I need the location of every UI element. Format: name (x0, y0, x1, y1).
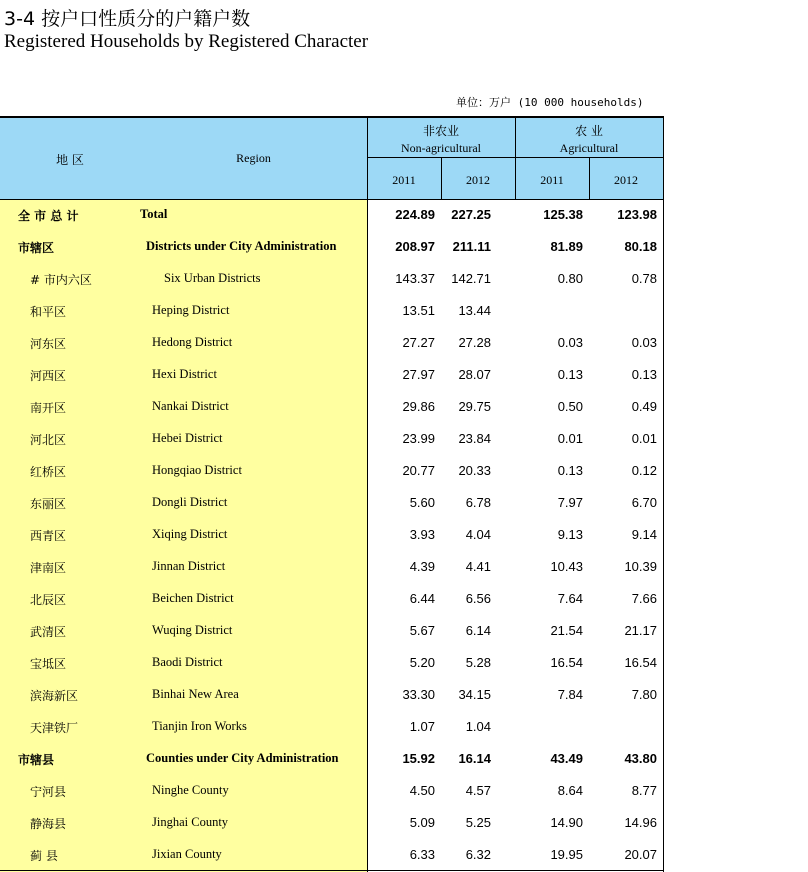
table-row (0, 200, 664, 232)
table-row (0, 808, 664, 840)
table-row (0, 520, 664, 552)
region-name-en: Xiqing District (152, 527, 228, 541)
nonag-2012-value: 16.14 (458, 751, 491, 766)
ag-2012-value: 7.66 (631, 591, 657, 606)
region-name-zh: 河北区 (30, 433, 67, 447)
region-name-zh: 宝坻区 (30, 657, 67, 671)
table-row (0, 616, 664, 648)
ag-2012-value: 21.17 (624, 623, 657, 638)
ag-2012-value: 16.54 (624, 655, 657, 670)
nonag-2011-value: 33.30 (402, 687, 435, 702)
ag-2011-value: 81.89 (550, 239, 583, 254)
nonag-2011-value: 3.93 (409, 527, 435, 542)
ag-2012-value: 14.96 (624, 815, 657, 830)
nonag-2011-value: 23.99 (402, 431, 435, 446)
region-name-en: Counties under City Administration (146, 751, 339, 765)
nonag-2012-value: 6.14 (465, 623, 491, 638)
nonag-2012-value: 227.25 (451, 207, 491, 222)
table-row (0, 488, 664, 520)
nonag-2012-value: 23.84 (458, 431, 491, 446)
header-ag (515, 122, 663, 156)
ag-2012-value: 0.49 (631, 399, 657, 414)
ag-2011-value: 8.64 (557, 783, 583, 798)
nonag-2012-value: 5.28 (465, 655, 491, 670)
ag-2011-value: 43.49 (550, 751, 583, 766)
header-ag-en: Agricultural (559, 141, 619, 155)
ag-2011-value: 10.43 (550, 559, 583, 574)
ag-2012-value: 0.01 (631, 431, 657, 446)
nonag-2012-value: 4.57 (465, 783, 491, 798)
region-name-en: Jinghai County (152, 815, 229, 829)
nonag-2012-value: 142.71 (451, 271, 491, 286)
nonag-2011-value: 5.67 (409, 623, 435, 638)
region-name-en: Binhai New Area (152, 687, 239, 701)
region-name-zh: 东丽区 (30, 497, 67, 511)
nonag-2012-value: 4.41 (465, 559, 491, 574)
ag-2011-value: 7.84 (557, 687, 583, 702)
ag-2011-value: 16.54 (550, 655, 583, 670)
ag-2011-value: 7.64 (557, 591, 583, 606)
nonag-2011-value: 4.50 (409, 783, 435, 798)
ag-2012-value: 43.80 (624, 751, 657, 766)
table-row (0, 328, 664, 360)
region-name-zh: 北辰区 (30, 593, 67, 607)
region-name-en: Nankai District (152, 399, 229, 413)
nonag-2012-value: 13.44 (458, 303, 491, 318)
header-year-ag-2011: 2011 (540, 173, 564, 187)
ag-2011-value: 125.38 (543, 207, 583, 222)
ag-2012-value: 0.78 (631, 271, 657, 286)
nonag-2012-value: 20.33 (458, 463, 491, 478)
table-row (0, 584, 664, 616)
region-name-zh: 红桥区 (30, 465, 67, 479)
nonag-2011-value: 29.86 (402, 399, 435, 414)
nonag-2011-value: 6.33 (409, 847, 435, 862)
ag-2011-value: 0.03 (557, 335, 583, 350)
region-name-en: Jinnan District (152, 559, 226, 573)
region-name-en: Jixian County (152, 847, 222, 861)
nonag-2012-value: 28.07 (458, 367, 491, 382)
region-name-en: Total (140, 207, 168, 221)
nonag-2011-value: 1.07 (409, 719, 435, 734)
ag-2012-value: 0.13 (631, 367, 657, 382)
nonag-2011-value: 15.92 (402, 751, 435, 766)
nonag-2012-value: 1.04 (465, 719, 491, 734)
ag-2011-value: 9.13 (557, 527, 583, 542)
page-title-zh: 3-4 按户口性质分的户籍户数 (4, 8, 251, 30)
nonag-2012-value: 6.32 (465, 847, 491, 862)
region-name-en: Hexi District (152, 367, 217, 381)
region-name-en: Hebei District (152, 431, 223, 445)
region-name-zh: 静海县 (30, 817, 67, 831)
header-year-ag-2012: 2012 (614, 173, 638, 187)
nonag-2011-value: 4.39 (409, 559, 435, 574)
table-row (0, 424, 664, 456)
nonag-2011-value: 224.89 (395, 207, 435, 222)
header-region-en: Region (236, 151, 271, 165)
table-row (0, 360, 664, 392)
region-name-zh: 天津铁厂 (30, 721, 79, 735)
region-name-zh: 南开区 (30, 401, 67, 415)
region-name-en: Heping District (152, 303, 230, 317)
region-name-zh: 市辖区 (18, 241, 55, 255)
region-name-zh: 全 市 总 计 (18, 209, 79, 223)
region-name-en: Ninghe County (152, 783, 229, 797)
nonag-2012-value: 5.25 (465, 815, 491, 830)
nonag-2011-value: 20.77 (402, 463, 435, 478)
ag-2012-value: 10.39 (624, 559, 657, 574)
region-name-en: Districts under City Administration (146, 239, 337, 253)
ag-2011-value: 14.90 (550, 815, 583, 830)
nonag-2011-value: 143.37 (395, 271, 435, 286)
nonag-2012-value: 211.11 (452, 239, 491, 254)
nonag-2011-value: 5.20 (409, 655, 435, 670)
table-row (0, 232, 664, 264)
ag-2011-value: 21.54 (550, 623, 583, 638)
region-name-en: Dongli District (152, 495, 228, 509)
ag-2011-value: 0.13 (557, 367, 583, 382)
region-name-en: Six Urban Districts (164, 271, 261, 285)
nonag-2011-value: 27.27 (402, 335, 435, 350)
ag-2011-value: 0.13 (557, 463, 583, 478)
nonag-2012-value: 29.75 (458, 399, 491, 414)
nonag-2012-value: 4.04 (465, 527, 491, 542)
nonag-2011-value: 5.09 (409, 815, 435, 830)
region-name-en: Hongqiao District (152, 463, 242, 477)
table-row (0, 680, 664, 712)
header-nonag (367, 122, 515, 156)
header-year-nonag-2011: 2011 (392, 173, 416, 187)
nonag-2011-value: 27.97 (402, 367, 435, 382)
table-row (0, 776, 664, 808)
header-year-nonag-2012: 2012 (466, 173, 490, 187)
table-top-rule (0, 116, 664, 118)
region-name-zh: 西青区 (30, 529, 67, 543)
ag-2012-value: 80.18 (624, 239, 657, 254)
ag-2012-value: 8.77 (631, 783, 657, 798)
region-name-en: Hedong District (152, 335, 233, 349)
ag-2012-value: 123.98 (617, 207, 657, 222)
table-row (0, 552, 664, 584)
region-name-zh: 津南区 (30, 561, 67, 575)
ag-2012-value: 0.03 (631, 335, 657, 350)
table-row (0, 264, 664, 296)
region-name-zh: 河东区 (30, 337, 67, 351)
nonag-2011-value: 208.97 (395, 239, 435, 254)
table-row (0, 296, 664, 328)
ag-2012-value: 0.12 (631, 463, 657, 478)
region-name-en: Tianjin Iron Works (152, 719, 247, 733)
header-ag-zh: 农 业 (575, 124, 603, 138)
region-name-zh: 和平区 (30, 305, 67, 319)
table-row (0, 648, 664, 680)
region-name-en: Beichen District (152, 591, 234, 605)
region-name-en: Wuqing District (152, 623, 233, 637)
nonag-2012-value: 6.56 (465, 591, 491, 606)
ag-2011-value: 19.95 (550, 847, 583, 862)
ag-2011-value: 0.50 (557, 399, 583, 414)
table-row (0, 712, 664, 744)
table-row (0, 456, 664, 488)
ag-2012-value: 20.07 (624, 847, 657, 862)
header-region-zh: 地 区 (56, 153, 84, 167)
region-name-zh: 武清区 (30, 625, 67, 639)
region-name-zh: # 市内六区 (30, 273, 92, 287)
nonag-2012-value: 6.78 (465, 495, 491, 510)
ag-2011-value: 0.01 (557, 431, 583, 446)
region-name-zh: 滨海新区 (30, 689, 79, 703)
nonag-2011-value: 13.51 (402, 303, 435, 318)
table-row (0, 840, 664, 872)
unit-label: 单位：万户 (10 000 households) (456, 96, 644, 109)
table-row (0, 744, 664, 776)
ag-2012-value: 9.14 (631, 527, 657, 542)
header-nonag-en: Non-agricultural (401, 141, 481, 155)
region-name-zh: 河西区 (30, 369, 67, 383)
region-name-zh: 蓟 县 (30, 849, 58, 863)
ag-2012-value: 6.70 (631, 495, 657, 510)
ag-2011-value: 0.80 (557, 271, 583, 286)
header-nonag-zh: 非农业 (422, 124, 459, 138)
table-row (0, 392, 664, 424)
region-name-en: Baodi District (152, 655, 223, 669)
ag-2012-value: 7.80 (631, 687, 657, 702)
nonag-2012-value: 27.28 (458, 335, 491, 350)
nonag-2011-value: 6.44 (409, 591, 435, 606)
region-name-zh: 宁河县 (30, 785, 67, 799)
nonag-2011-value: 5.60 (409, 495, 435, 510)
page-title-en: Registered Households by Registered Character (4, 31, 369, 52)
region-name-zh: 市辖县 (18, 753, 55, 767)
nonag-2012-value: 34.15 (458, 687, 491, 702)
ag-2011-value: 7.97 (557, 495, 583, 510)
